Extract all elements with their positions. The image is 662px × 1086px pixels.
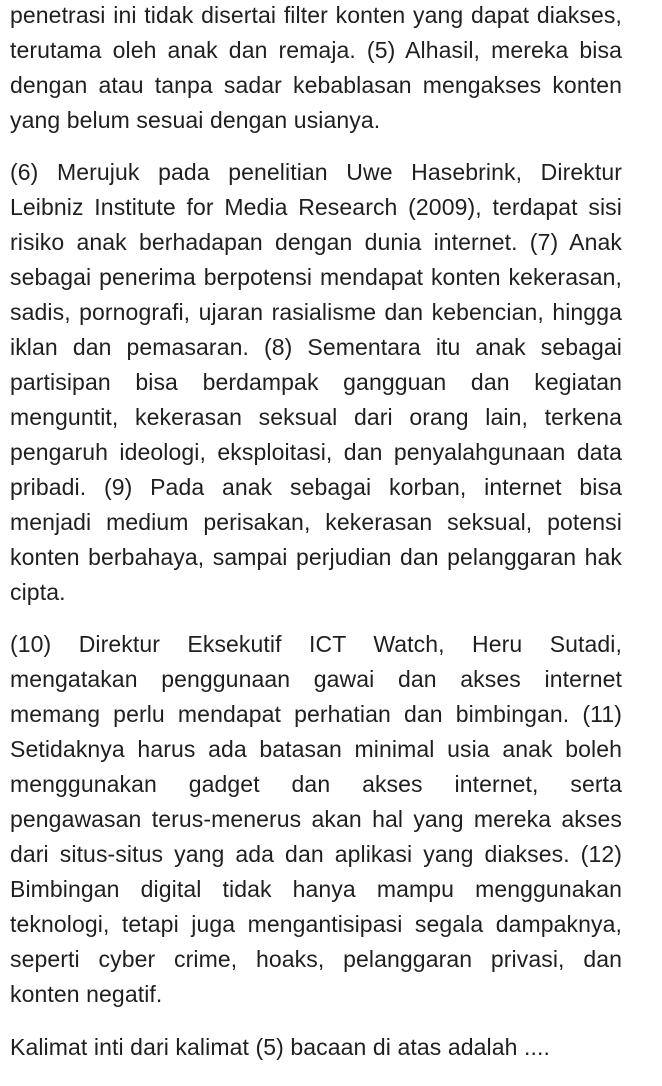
paragraph-continuation: penetrasi ini tidak disertai filter konten yang dapat diakses, terutama oleh anak dan remaja. (5) Alhasil, mereka bisa dengan atau tanpa sadar kebablasan mengakses konten yang belum sesuai dengan usianya. — [10, 2, 622, 133]
paragraph-risk-research: (6) Merujuk pada penelitian Uwe Hasebrink, Direktur Leibniz Institute for Media Research (2009), terdapat sisi risiko anak berhadapan dengan dunia internet. (7) Anak sebagai penerima berpotensi mendapat konten kekerasan, sadis, pornografi, ujaran rasialisme dan kebencian, hingga iklan dan pemasaran. (8) Sementara itu anak sebagai partisipan bisa berdampak gangguan dan kegiatan menguntit, kekerasan seksual dari orang lain, terkena pengaruh ideologi, eksploitasi, dan penyalahgunaan data pribadi. (9) Pada anak sebagai korban, internet bisa menjadi medium perisakan, kekerasan seksual, potensi konten berbahaya, sampai perjudian dan pelanggaran hak cipta. — [10, 159, 622, 605]
question-prompt: Kalimat inti dari kalimat (5) bacaan di atas adalah .... — [10, 1034, 550, 1060]
paragraph-ict-watch: (10) Direktur Eksekutif ICT Watch, Heru Sutadi, mengatakan penggunaan gawai dan akses internet memang perlu mendapat perhatian dan bimbingan. (11) Setidaknya harus ada batasan minimal usia anak boleh menggunakan gadget dan akses internet, serta pengawasan terus-menerus akan hal yang mereka akses dari situs-situs yang ada dan aplikasi yang diakses. (12) Bimbingan digital tidak hanya mampu menggunakan teknologi, tetapi juga mengantisipasi segala dampaknya, seperti cyber crime, hoaks, pelanggaran privasi, dan konten negatif. — [10, 631, 622, 1007]
